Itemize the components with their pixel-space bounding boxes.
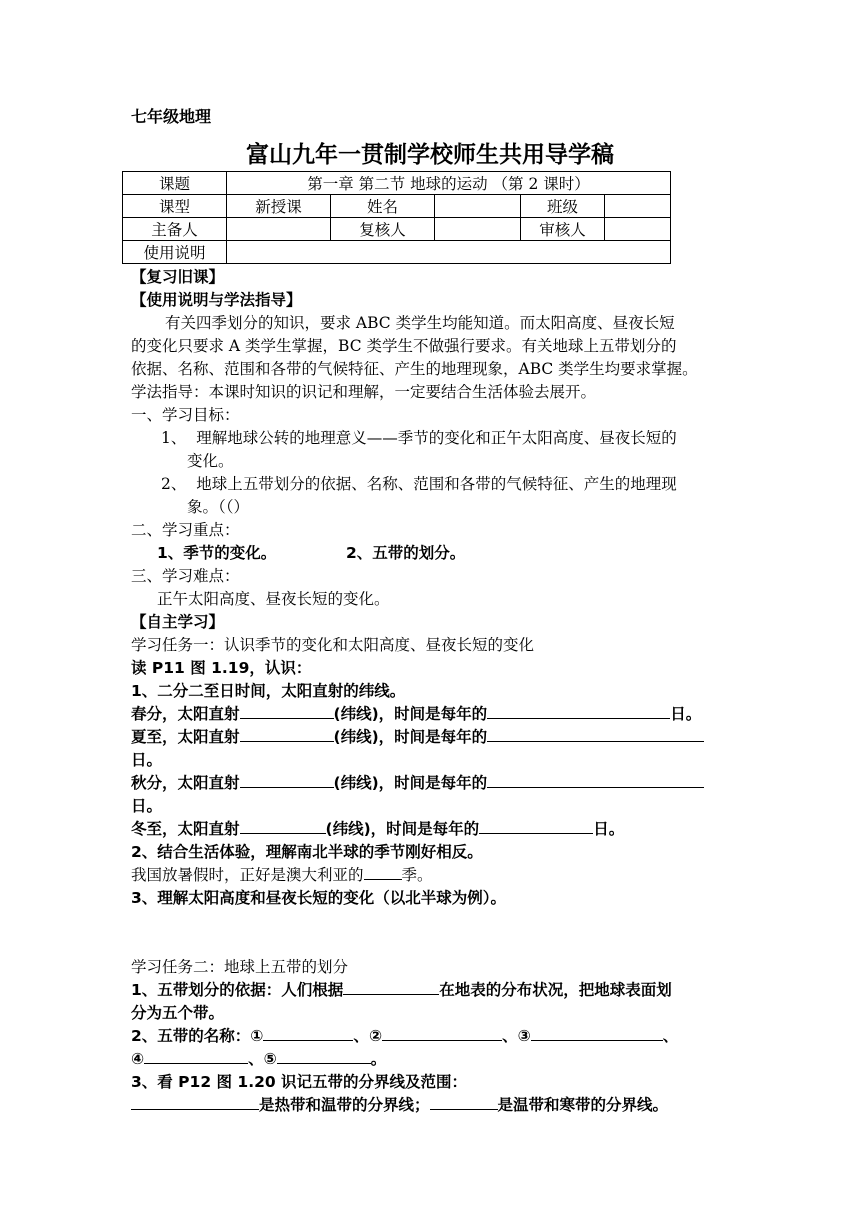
summer-date-blank[interactable] — [487, 726, 704, 742]
reviewer-label: 审核人 — [521, 218, 605, 241]
winter-date-blank[interactable] — [479, 818, 593, 834]
five-zones-basis-cont: 分为五个带。 — [131, 1004, 225, 1022]
class-field[interactable] — [605, 195, 671, 218]
boundary-line — [131, 1094, 668, 1116]
separator: 、 — [662, 1027, 679, 1045]
name-label: 姓名 — [331, 195, 435, 218]
autumn-equinox-label: 秋分，太阳直射 — [131, 774, 240, 792]
five-zones-names-line — [131, 1025, 678, 1047]
guide-paragraph-line: 依据、名称、范围和各带的气候特征、产生的地理现象，ABC 类学生均要求掌握。 — [131, 360, 698, 378]
review-heading: 【复习旧课】 — [131, 268, 225, 286]
goal-text: 地球上五带划分的依据、名称、范围和各带的气候特征、产生的地理现 — [196, 475, 677, 493]
latitude-time-label: (纬线)，时间是每年的 — [333, 705, 488, 723]
day-label: 日。 — [670, 705, 702, 723]
five-zones-names-cont — [131, 1048, 386, 1070]
question-3: 3、理解太阳高度和昼夜长短的变化（以北半球为例）。 — [131, 889, 507, 907]
separator: 、 — [502, 1027, 518, 1045]
goal-item-2 — [161, 473, 677, 495]
basis-label: 1、五带划分的依据：人们根据 — [131, 981, 344, 999]
separator: 、 — [248, 1050, 264, 1068]
day-label: 日。 — [593, 820, 625, 838]
goals-heading: 一、学习目标： — [131, 406, 240, 424]
season-suffix: 季。 — [401, 866, 433, 884]
topic-label: 课题 — [123, 172, 227, 195]
key-point-1: 1、季节的变化。 — [157, 544, 277, 562]
polar-boundary-label: 是温带和寒带的分界线。 — [497, 1096, 669, 1114]
spring-equinox-label: 春分，太阳直射 — [131, 705, 240, 723]
question-five-3: 3、看 P12 图 1.20 识记五带的分界线及范围： — [131, 1073, 468, 1091]
difficulty-heading: 三、学习难点： — [131, 567, 240, 585]
spring-equinox-line — [131, 703, 701, 725]
checker-field[interactable] — [435, 218, 521, 241]
question-2: 2、结合生活体验，理解南北半球的季节刚好相反。 — [131, 843, 483, 861]
goal-item-2-cont: 象。（（） — [187, 498, 250, 516]
reviewer-field[interactable] — [605, 218, 671, 241]
class-label: 班级 — [521, 195, 605, 218]
difficulty-point: 正午太阳高度、昼夜长短的变化。 — [157, 590, 390, 608]
summer-latitude-blank[interactable] — [240, 726, 334, 742]
preparer-field[interactable] — [227, 218, 331, 241]
info-table — [122, 171, 671, 264]
zone-4-blank[interactable] — [144, 1048, 248, 1064]
circle-3: ③ — [517, 1027, 531, 1045]
latitude-time-label: (纬线)，时间是每年的 — [333, 728, 488, 746]
spring-date-blank[interactable] — [487, 703, 670, 719]
winter-latitude-blank[interactable] — [240, 818, 326, 834]
autumn-day-label: 日。 — [131, 797, 163, 815]
summer-solstice-line — [131, 726, 704, 748]
basis-blank[interactable] — [343, 979, 439, 995]
circle-2: ② — [368, 1027, 383, 1045]
type-label: 课型 — [123, 195, 227, 218]
checker-label: 复核人 — [331, 218, 435, 241]
circle-5: ⑤ — [263, 1050, 277, 1068]
guide-paragraph-line: 的变化只要求 A 类学生掌握，BC 类学生不做强行要求。有关地球上五带划分的 — [131, 337, 677, 355]
grade-label: 七年级地理 — [131, 107, 212, 126]
name-field[interactable] — [435, 195, 521, 218]
zone-2-blank[interactable] — [382, 1025, 502, 1041]
winter-solstice-label: 冬至，太阳直射 — [131, 820, 240, 838]
latitude-time-label: (纬线)，时间是每年的 — [333, 774, 488, 792]
task-2-heading: 学习任务二：地球上五带的划分 — [131, 958, 349, 976]
key-point-2: 2、五带的划分。 — [346, 544, 466, 562]
australia-season-line — [131, 864, 433, 886]
usage-label: 使用说明 — [123, 241, 227, 264]
page-title: 富山九年一贯制学校师生共用导学稿 — [246, 142, 614, 168]
method-guide-line: 学法指导：本课时知识的识记和理解，一定要结合生活体验去展开。 — [131, 383, 597, 401]
question-1: 1、二分二至日时间，太阳直射的纬线。 — [131, 682, 406, 700]
goal-number: 2、 — [161, 475, 187, 493]
goal-item-1 — [161, 427, 677, 449]
summer-day-label: 日。 — [131, 751, 163, 769]
self-study-heading: 【自主学习】 — [131, 613, 225, 631]
tropic-boundary-label: 是热带和温带的分界线； — [259, 1096, 430, 1114]
zone-names-label: 2、五带的名称：① — [131, 1027, 264, 1045]
goal-number: 1、 — [161, 429, 187, 447]
task-1-heading: 学习任务一：认识季节的变化和太阳高度、昼夜长短的变化 — [131, 636, 535, 654]
goal-item-1-cont: 变化。 — [187, 452, 234, 470]
type-value: 新授课 — [227, 195, 331, 218]
period: 。 — [370, 1050, 387, 1068]
season-blank[interactable] — [364, 864, 402, 880]
guide-heading: 【使用说明与学法指导】 — [131, 291, 302, 309]
goal-text: 理解地球公转的地理意义——季节的变化和正午太阳高度、昼夜长短的 — [196, 429, 677, 447]
latitude-time-label: (纬线)，时间是每年的 — [325, 820, 480, 838]
zone-1-blank[interactable] — [263, 1025, 353, 1041]
read-instruction: 读 P11 图 1.19，认识： — [131, 659, 312, 677]
polar-boundary-blank[interactable] — [430, 1094, 498, 1110]
spring-latitude-blank[interactable] — [240, 703, 334, 719]
autumn-equinox-line — [131, 772, 704, 794]
zone-5-blank[interactable] — [277, 1048, 371, 1064]
usage-field[interactable] — [227, 241, 671, 264]
topic-value: 第一章 第二节 地球的运动 （第 2 课时） — [227, 172, 671, 195]
separator: 、 — [353, 1027, 369, 1045]
autumn-date-blank[interactable] — [487, 772, 704, 788]
summer-solstice-label: 夏至，太阳直射 — [131, 728, 240, 746]
circle-4: ④ — [131, 1050, 145, 1068]
five-zones-basis-line — [131, 979, 672, 1001]
autumn-latitude-blank[interactable] — [240, 772, 334, 788]
winter-solstice-line — [131, 818, 624, 840]
zone-3-blank[interactable] — [531, 1025, 663, 1041]
guide-paragraph-line: 有关四季划分的知识，要求 ABC 类学生均能知道。而太阳高度、昼夜长短 — [165, 314, 675, 332]
tropic-boundary-blank[interactable] — [131, 1094, 259, 1110]
basis-suffix: 在地表的分布状况，把地球表面划 — [439, 981, 672, 999]
key-heading: 二、学习重点： — [131, 521, 240, 539]
preparer-label: 主备人 — [123, 218, 227, 241]
australia-season-label: 我国放暑假时，正好是澳大利亚的 — [131, 866, 364, 884]
